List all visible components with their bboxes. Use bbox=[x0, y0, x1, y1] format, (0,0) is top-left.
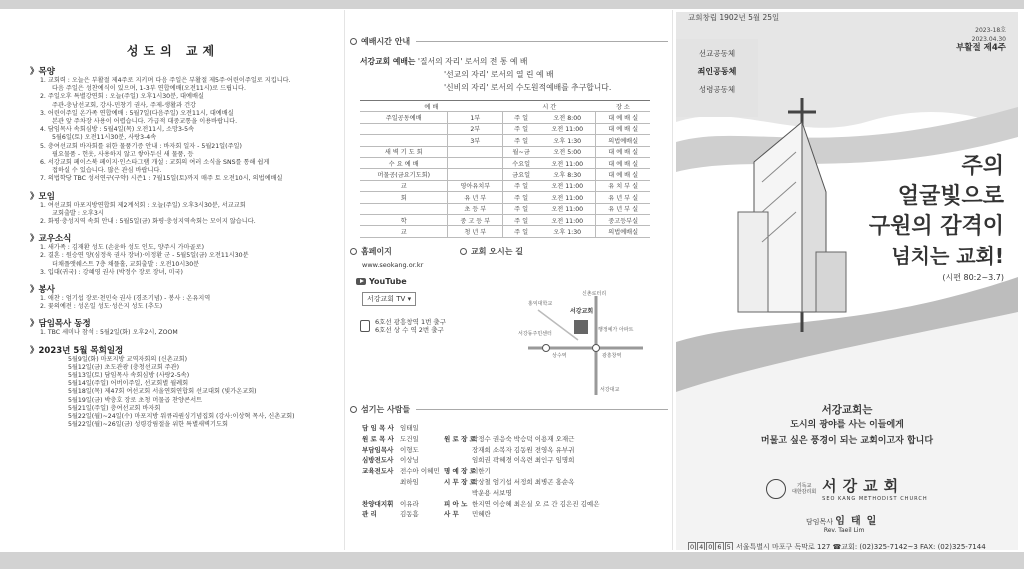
divider bbox=[416, 41, 668, 42]
ring-icon bbox=[350, 406, 357, 413]
table-cell: 오후 1:30 bbox=[539, 135, 596, 146]
table-cell bbox=[360, 135, 448, 146]
community-tab-active: 죄인공동체 bbox=[697, 67, 737, 76]
table-cell: 청 년 부 bbox=[448, 226, 503, 237]
intro-line bbox=[360, 55, 668, 68]
table-cell: 유 년 부 실 bbox=[596, 192, 650, 203]
schedule-item: 5월18일(목) 제47회 여선교회 서울연회연합회 선교대회 (빛가온교회) bbox=[68, 388, 257, 396]
issue-number: 2023-18호 bbox=[975, 27, 1006, 34]
table-cell: 금요일 bbox=[503, 169, 539, 180]
staff-title bbox=[444, 488, 472, 499]
schedule-item: 5월14일(주일) 어버이주일, 선교회별 월례회 bbox=[68, 380, 189, 388]
news-item: 다음 주일은 성찬예식이 있으며, 1-3부 연합예배(오전11시)로 드립니다. bbox=[52, 85, 246, 93]
staff-names: 박정수 권응숙 박승덕 이용재 오재근 bbox=[472, 434, 575, 443]
staff-title bbox=[444, 445, 472, 456]
news-item: 필요물품 - 헌옷, 사용하지 않고 쌓아두신 새 물품, 등 bbox=[52, 150, 194, 158]
station-marker bbox=[593, 345, 600, 352]
table-cell: 2부 bbox=[448, 123, 503, 134]
table-cell: 머물공(금요기도회) bbox=[360, 169, 448, 180]
news-item: 2. 주일오후 특별강연회 : 오늘(주일) 오후1시30분, 대예배실 bbox=[40, 93, 204, 101]
table-cell bbox=[360, 203, 448, 214]
staff-names: 도건일 bbox=[400, 434, 419, 443]
table-row bbox=[360, 112, 650, 123]
address-line bbox=[688, 542, 986, 550]
table-row bbox=[360, 169, 650, 180]
table-cell: 주 일 bbox=[503, 180, 539, 191]
fold-line bbox=[672, 10, 673, 550]
cover-panel bbox=[676, 12, 1018, 550]
table-cell: 회 bbox=[360, 192, 448, 203]
table-cell: 오전 11:00 bbox=[539, 157, 596, 168]
ring-icon bbox=[350, 38, 357, 45]
bottom-band bbox=[0, 552, 1024, 569]
news-item: 7. 의법학당 TBC 성서연구(구약) 시즌1 : 7월15일(토)까지 매주 토 오전10시, 의법예배실 bbox=[40, 175, 283, 183]
staff-row bbox=[362, 499, 668, 510]
table-cell: 영아유치부 bbox=[448, 180, 503, 191]
table-cell: 대 예 배 실 bbox=[596, 157, 650, 168]
news-item: 2. 화평·충성지역 속회 안내 : 5월5일(금) 화평·충성지역속회는 모이지 않습니다. bbox=[40, 218, 256, 226]
table-cell: 오후 8:30 bbox=[539, 169, 596, 180]
table-cell: 오전 11:00 bbox=[539, 203, 596, 214]
staff-names bbox=[400, 488, 444, 499]
top-band bbox=[0, 0, 1024, 9]
church-season: 부활절 제4주 bbox=[956, 43, 1006, 53]
youtube-channel-select[interactable] bbox=[362, 292, 416, 306]
staff-names: 장재희 소복자 김동원 전영옥 유부귀 bbox=[472, 445, 575, 454]
theme-line: 넘치는 교회! bbox=[891, 244, 1004, 268]
table-cell: 초 등 부 bbox=[448, 203, 503, 214]
zip-digit: 0 bbox=[708, 543, 713, 550]
worship-table-body bbox=[360, 112, 650, 237]
worship-intro bbox=[350, 55, 668, 94]
intro-line bbox=[360, 68, 668, 81]
staff-title: 심방전도사 bbox=[362, 456, 394, 465]
directions-header bbox=[460, 246, 523, 257]
table-cell bbox=[360, 123, 448, 134]
church-name-block bbox=[822, 475, 927, 502]
homepage-header bbox=[350, 246, 460, 257]
news-item: 1. 새가족 : 김재환 성도 (손윤하 성도 인도, 양주시 가마골로) bbox=[40, 244, 204, 252]
table-cell: 교 bbox=[360, 180, 448, 191]
news-item: 1. 교회력 : 오늘은 부활절 제4주로 지키며 다음 주일은 부활절 제5주·어린이주일로 지킵니다. bbox=[40, 77, 291, 84]
ring-icon bbox=[460, 248, 467, 255]
theme-line: 구원의 감격이 bbox=[868, 214, 1004, 239]
staff-title bbox=[362, 488, 400, 499]
table-cell: 주 일 bbox=[503, 226, 539, 237]
table-cell: 중 고 등 부 bbox=[448, 214, 503, 225]
staff-title bbox=[444, 423, 472, 434]
table-row bbox=[360, 135, 650, 146]
subway-line: 6호선 상 수 역 2번 출구 bbox=[375, 325, 444, 334]
staff-names: 임태일 bbox=[400, 424, 419, 432]
directions-heading: 교회 오시는 길 bbox=[471, 246, 523, 256]
table-cell: 월~금 bbox=[503, 146, 539, 157]
divider bbox=[416, 409, 668, 410]
staff-names: 민혜란 bbox=[472, 510, 491, 519]
schedule-item: 5월9일(화) 마포지방 교역자회의 (신촌교회) bbox=[68, 355, 188, 363]
table-cell: 유 년 부 bbox=[448, 192, 503, 203]
section-heading: 》교우소식 bbox=[30, 234, 72, 245]
section-heading: 》2023년 5월 목회일정 bbox=[30, 345, 124, 356]
map-label: 홍익대학교 bbox=[528, 301, 553, 307]
staff-title: 명 예 장 로 bbox=[444, 467, 476, 476]
chevron-down-icon: ▾ bbox=[407, 294, 412, 303]
zip-digit: 5 bbox=[726, 543, 731, 550]
news-item: 3. 어린이주일 온가족 연합예배 : 5월7일(다음주일) 오전11시, 대예배실 bbox=[40, 109, 234, 117]
community-tab: 선교공동체 bbox=[698, 49, 736, 58]
staff-names: 이상님 bbox=[400, 456, 419, 465]
news-item: 주관-충남선교회, 강사-민창기 권사, 주제-생활과 건강 bbox=[52, 101, 197, 109]
pastor-name-english: Rev. Taeil Lim bbox=[823, 527, 865, 534]
worship-heading: 예배시간 안내 bbox=[361, 37, 411, 46]
location-map bbox=[518, 290, 648, 400]
staff-row bbox=[362, 423, 668, 434]
homepage-block bbox=[350, 246, 460, 334]
intro-text: '선교의 자리' 로서의 열 린 예 배 bbox=[444, 70, 554, 79]
table-cell: 주 일 bbox=[503, 203, 539, 214]
staff-title: 사 무 bbox=[444, 510, 459, 519]
table-row bbox=[360, 226, 650, 237]
table-row bbox=[360, 157, 650, 168]
table-cell bbox=[448, 169, 503, 180]
table-cell: 대 예 배 실 bbox=[596, 112, 650, 123]
table-cell: 의법예배실 bbox=[596, 226, 650, 237]
church-name: 서강교회 bbox=[822, 477, 905, 495]
news-item: 6. 서강교회 페이스북 페이지·인스타그램 개설 : 교회의 여러 소식을 SNS를 통해 쉽게 bbox=[40, 159, 270, 167]
zip-digit: 6 bbox=[717, 543, 722, 550]
intro-text: '신비의 자리' 로서의 수도원적예배를 추구합니다. bbox=[444, 83, 612, 92]
theme-line: 주의 bbox=[961, 154, 1004, 179]
worship-panel bbox=[350, 12, 668, 550]
worship-header bbox=[350, 36, 668, 47]
staff-row bbox=[362, 509, 668, 520]
table-cell: 주 일 bbox=[503, 135, 539, 146]
schedule-list bbox=[8, 356, 338, 430]
denomination: 기독교 대한감리회 bbox=[792, 482, 817, 495]
table-cell: 주 일 bbox=[503, 123, 539, 134]
staff-title: 찬양대지휘 bbox=[362, 499, 394, 508]
news-item: 교회출발 : 오후3시 bbox=[52, 209, 104, 217]
map-label-church: 서강교회 bbox=[570, 308, 594, 315]
table-cell: 유 년 부 실 bbox=[596, 203, 650, 214]
intro-text: '질서의 자리' 로서의 전 통 예 배 bbox=[415, 57, 528, 66]
table-cell: 오전 8:00 bbox=[539, 112, 596, 123]
table-row bbox=[360, 180, 650, 191]
staff-title: 부담임목사 bbox=[362, 445, 394, 454]
table-cell: 주일공동예배 bbox=[360, 112, 448, 123]
table-header: 장 소 bbox=[596, 101, 650, 112]
table-cell: 오전 5:00 bbox=[539, 146, 596, 157]
staff-names: 전수아 이혜민 bbox=[400, 467, 440, 476]
staff-title: 피 아 노 bbox=[444, 499, 468, 508]
theme-line: 얼굴빛으로 bbox=[897, 184, 1004, 209]
table-cell: 오전 11:00 bbox=[539, 123, 596, 134]
youtube-channel: 서강교회 TV bbox=[367, 294, 406, 303]
staff-title: 원 로 장 로 bbox=[444, 434, 476, 443]
news-item: 1. TBC 세미나 참석 : 5월2일(화) 오후2시, ZOOM bbox=[40, 329, 178, 337]
schedule-item: 5월12일(금) 초도관광 (충청선교회 주관) bbox=[68, 363, 180, 371]
news-panel bbox=[8, 12, 338, 550]
church-marker bbox=[574, 320, 588, 334]
map-label: 광흥창역 bbox=[602, 353, 622, 359]
schedule-item: 5월22일(월)~26일(금) 성령강림절을 위한 특별새벽기도회 bbox=[68, 421, 228, 429]
staff-row bbox=[362, 455, 668, 466]
zip-digit: 4 bbox=[699, 543, 704, 550]
news-sections bbox=[8, 65, 338, 356]
map-label: 서강대교 bbox=[600, 387, 620, 393]
table-cell: 중고등부실 bbox=[596, 214, 650, 225]
table-row bbox=[360, 146, 650, 157]
news-item: 5월6일(토) 오전11시30분, 사랑3-4속 bbox=[52, 134, 157, 142]
table-header: 예 배 bbox=[360, 101, 503, 112]
news-item: 2. 결혼 : 원승연 양(심정욱 권사 장녀)·이정환 군 - 5월5일(금) 오전11시30분 bbox=[40, 252, 249, 260]
table-cell: 1부 bbox=[448, 112, 503, 123]
staff-row bbox=[362, 477, 668, 488]
staff-block bbox=[350, 404, 668, 520]
youtube-label: YouTube bbox=[369, 276, 407, 286]
youtube-icon bbox=[356, 278, 366, 285]
staff-names: 한지연 이승혜 최은실 오 르 간 김은진 김예은 bbox=[472, 499, 600, 508]
staff-title bbox=[362, 477, 400, 488]
staff-list bbox=[362, 423, 668, 520]
table-cell: 학 bbox=[360, 214, 448, 225]
section-heading: 》모임 bbox=[30, 191, 55, 202]
pastor-label: 담임목사 bbox=[806, 518, 834, 526]
staff-names: 최하임 bbox=[400, 477, 419, 486]
homepage-heading: 홈페이지 bbox=[361, 246, 392, 256]
map-label: 상수역 bbox=[552, 353, 567, 359]
table-cell: 의법예배실 bbox=[596, 135, 650, 146]
news-item: 3. 입대(귀국) : 강혜영 권사 (박정수 장로 장녀, 미국) bbox=[40, 268, 183, 276]
staff-header bbox=[350, 404, 668, 415]
seal-icon bbox=[766, 479, 786, 499]
theme-reference: (시편 80:2~3.7) bbox=[942, 273, 1004, 282]
church-logo bbox=[766, 475, 928, 502]
table-cell bbox=[448, 146, 503, 157]
news-item: 4. 담임목사 속회심방 : 5월4일(목) 오전11시, 소망3-5속 bbox=[40, 126, 195, 134]
community-tab: 성령공동체 bbox=[698, 85, 736, 94]
section-heading: 》봉사 bbox=[30, 285, 55, 296]
schedule-item: 5월21일(주일) 충여선교회 바자회 bbox=[68, 404, 161, 412]
church-name-english: SEO KANG METHODIST CHURCH bbox=[822, 496, 928, 502]
staff-row bbox=[362, 488, 668, 499]
pastor-block bbox=[806, 512, 882, 534]
staff-title bbox=[444, 455, 472, 466]
fold-line bbox=[344, 10, 345, 550]
section-heading: 》담임목사 동정 bbox=[30, 319, 91, 330]
table-cell: 대 예 배 실 bbox=[596, 123, 650, 134]
vision-line: 도시의 광야를 사는 이들에게 bbox=[790, 420, 904, 430]
news-item: 2. 꽃의예전 : 성온일 성도·성은지 성도 (추도) bbox=[40, 303, 163, 311]
news-item: 접하실 수 있습니다. 많은 관심 바랍니다. bbox=[52, 167, 162, 175]
staff-title: 원 로 목 사 bbox=[362, 434, 394, 443]
vision-statement bbox=[676, 402, 1018, 449]
table-cell: 수 요 예 배 bbox=[360, 157, 448, 168]
vision-line: 서강교회는 bbox=[821, 404, 873, 416]
staff-title: 관 리 bbox=[362, 510, 377, 519]
schedule-item: 5월19일(금) 박충호 장로 초청 머물곱 찬양콘서트 bbox=[68, 396, 203, 404]
table-row bbox=[360, 203, 650, 214]
news-item: 더채플앳쉐스트 7층 채플홀, 교회출발 : 오전10시30분 bbox=[52, 260, 200, 268]
directions-block bbox=[460, 246, 523, 334]
staff-names: 이한기 bbox=[472, 467, 491, 476]
news-title: 성도의 교제 bbox=[126, 44, 220, 58]
train-icon bbox=[360, 320, 370, 332]
table-cell: 주 일 bbox=[503, 192, 539, 203]
ring-icon bbox=[350, 248, 357, 255]
news-item: 5. 충여선교회 바자회를 위한 물품기증 안내 : 바자회 일자 - 5월21일(주일) bbox=[40, 142, 242, 150]
table-cell: 오전 11:00 bbox=[539, 180, 596, 191]
established-date: 교회창립 1902년 5월 25일 bbox=[688, 13, 780, 22]
map-label: 신촌로터리 bbox=[582, 291, 607, 297]
staff-row bbox=[362, 445, 668, 456]
table-cell: 대 예 배 실 bbox=[596, 146, 650, 157]
youtube-logo bbox=[356, 277, 460, 286]
intro-line bbox=[360, 81, 668, 94]
church-illustration bbox=[738, 98, 846, 332]
issue-date: 2023.04.30 bbox=[971, 36, 1006, 43]
table-row bbox=[360, 192, 650, 203]
staff-names: 박운용 서보명 bbox=[472, 488, 512, 497]
news-item: 본관 앞 주차장 사용이 어렵습니다. 가급적 대중교통을 이용바랍니다. bbox=[52, 118, 238, 126]
community-tabs bbox=[676, 39, 758, 117]
subway-info bbox=[360, 318, 460, 334]
subway-lines bbox=[375, 318, 446, 334]
map-label: 서강동주민센터 bbox=[518, 331, 552, 337]
table-cell: 주 일 bbox=[503, 214, 539, 225]
staff-names: 김동흠 bbox=[400, 510, 419, 519]
staff-heading: 섬기는 사람들 bbox=[361, 405, 411, 414]
staff-names: 이유라 bbox=[400, 499, 419, 508]
staff-names: 임희권 곽혜경 이옥련 최인구 임명희 bbox=[472, 456, 575, 465]
subway-line: 6호선 광흥창역 1번 출구 bbox=[375, 317, 446, 326]
theme-verse bbox=[869, 152, 1004, 283]
zip-digit: 0 bbox=[690, 543, 695, 550]
staff-title: 교육전도사 bbox=[362, 467, 394, 476]
schedule-item: 5월22일(월)~24일(수) 마포지방 워큐리퀀싱기념집회 (강사:이상혁 목사, 신촌교회) bbox=[68, 413, 295, 421]
table-cell: 오전 11:00 bbox=[539, 214, 596, 225]
table-row bbox=[360, 214, 650, 225]
staff-row bbox=[362, 466, 668, 477]
vision-line: 머물고 싶은 풍경이 되는 교회이고자 합니다 bbox=[760, 436, 934, 446]
table-cell bbox=[448, 157, 503, 168]
staff-names: 이형도 bbox=[400, 445, 419, 454]
map-label: 행정예가 아파트 bbox=[598, 327, 634, 333]
staff-title: 시 무 장 로 bbox=[444, 477, 476, 486]
worship-table bbox=[360, 100, 650, 238]
table-row bbox=[360, 123, 650, 134]
address-text: 서울특별시 마포구 독막로 127 ☎교회: (02)325-7142~3 FAX: (02)325-7144 bbox=[735, 543, 986, 550]
staff-names: 박상철 엄기섭 서정희 최병곤 홍순옥 bbox=[472, 477, 575, 486]
table-cell: 오후 1:30 bbox=[539, 226, 596, 237]
issue-info bbox=[956, 26, 1006, 53]
intro-emphasis: 서강교회 예배는 bbox=[360, 57, 416, 66]
pastor-name: 임태일 bbox=[835, 516, 883, 527]
table-cell: 새 벽 기 도 회 bbox=[360, 146, 448, 157]
staff-title: 담 임 목 사 bbox=[362, 424, 394, 432]
station-marker bbox=[543, 345, 550, 352]
table-cell: 대 예 배 실 bbox=[596, 169, 650, 180]
news-item: 1. 여선교회 마포지방연합회 제2계석회 : 오늘(주일) 오후3시30분, 서교교회 bbox=[40, 201, 246, 209]
table-header: 시 간 bbox=[503, 101, 596, 112]
table-cell: 유 치 부 실 bbox=[596, 180, 650, 191]
staff-row bbox=[362, 434, 668, 445]
table-cell: 주 일 bbox=[503, 112, 539, 123]
schedule-item: 5월13일(토) 담임목사 속회심방 (사랑2-5속) bbox=[68, 372, 190, 380]
news-item: 1. 애찬 : 엄기섭 장로·천민숙 권사 (경조기념) - 봉사 : 온유지역 bbox=[40, 295, 211, 303]
homepage-link[interactable]: www.seokang.or.kr bbox=[362, 260, 424, 269]
section-heading: 》목양 bbox=[30, 67, 55, 77]
table-cell: 수요일 bbox=[503, 157, 539, 168]
table-cell: 교 bbox=[360, 226, 448, 237]
table-cell: 3부 bbox=[448, 135, 503, 146]
table-cell: 오전 11:00 bbox=[539, 192, 596, 203]
